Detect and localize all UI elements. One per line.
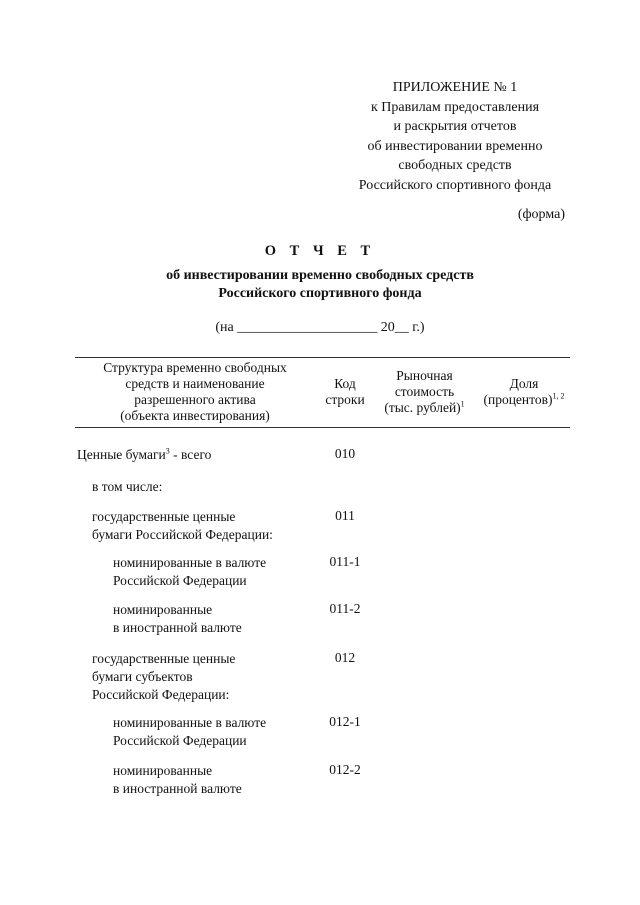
row-label-line: номинированные [113,602,213,617]
row-label-line: Российской Федерации: [92,687,230,702]
row-label-line: государственные ценные [92,651,236,666]
header-structure [75,360,315,424]
table-row-label [92,478,162,496]
footnote-mark: 3 [165,446,170,456]
subtitle-line: Российского спортивного фонда [218,286,422,301]
table-row-label [77,446,211,464]
appendix-line: и раскрытия отчетов [393,119,517,134]
row-label-line: в том числе: [92,479,163,494]
row-label-line: бумаги Российской Федерации: [92,527,273,542]
table-row-code: 011-2 [329,601,361,616]
row-label-line: в иностранной валюте [113,620,242,635]
header-structure-line: (объекта инвестирования) [120,408,270,423]
header-share-line: Доля [509,376,539,391]
table-row-label [113,762,242,798]
appendix-line: Российского спортивного фонда [358,177,552,193]
header-value-unit: (тыс. рублей) [384,400,461,415]
table-header-rule [75,427,570,428]
table-row-label [92,650,235,704]
header-share [474,376,574,408]
table-top-rule [75,357,570,358]
table-row-code: 012-1 [329,714,361,729]
header-value-line [372,400,477,416]
appendix-line: ПРИЛОЖЕНИЕ № 1 [392,80,518,95]
header-structure-line: разрешенного актива [134,392,256,407]
footnote-mark: 1, 2 [552,391,565,401]
report-date-line: (на ____________________ 20__ г.) [215,320,425,335]
row-label-line [77,446,211,464]
table-row-label [92,508,273,544]
table-row-code: 011-1 [329,554,361,569]
header-structure-line: средств и наименование [125,376,265,391]
table-row-code: 012-2 [329,762,361,777]
header-share-unit: (процентов) [483,392,553,407]
form-label: (форма) [517,207,565,222]
row-label-line: бумаги субъектов [92,669,193,684]
subtitle-line: об инвестировании временно свободных средств [166,268,474,283]
report-subtitle [0,267,640,303]
header-value-line: Рыночная [396,368,453,383]
table-row-label [113,714,266,750]
report-title: О Т Ч Е Т [264,243,376,259]
row-label-suffix: - всего [169,447,212,462]
row-label-line: государственные ценные [92,509,236,524]
appendix-line: к Правилам предоставления [370,99,540,115]
appendix-line: об инвестировании временно [367,138,543,154]
header-value-line: стоимость [394,384,455,399]
header-code-line: строки [325,392,365,407]
row-label-line: в иностранной валюте [113,781,242,796]
table-row-label [113,601,242,637]
row-label-text: Ценные бумаги [77,447,166,462]
appendix-block [330,78,580,195]
header-structure-line: Структура временно свободных [103,360,287,375]
table-row-label [113,554,266,590]
row-label-line: Российской Федерации [113,573,247,588]
header-share-line [474,392,574,408]
header-code-line: Код [334,376,356,391]
table-row-code: 010 [334,446,356,461]
row-label-line: номинированные в валюте [113,715,267,730]
row-label-line: номинированные в валюте [113,555,267,570]
header-code [315,376,375,408]
table-row-code: 012 [334,650,356,665]
table-row-code: 011 [335,508,355,523]
appendix-line: свободных средств [398,158,512,173]
row-label-line: номинированные [113,763,213,778]
row-label-line: Российской Федерации [113,733,247,748]
footnote-mark: 1 [460,399,465,409]
header-value [372,368,477,416]
